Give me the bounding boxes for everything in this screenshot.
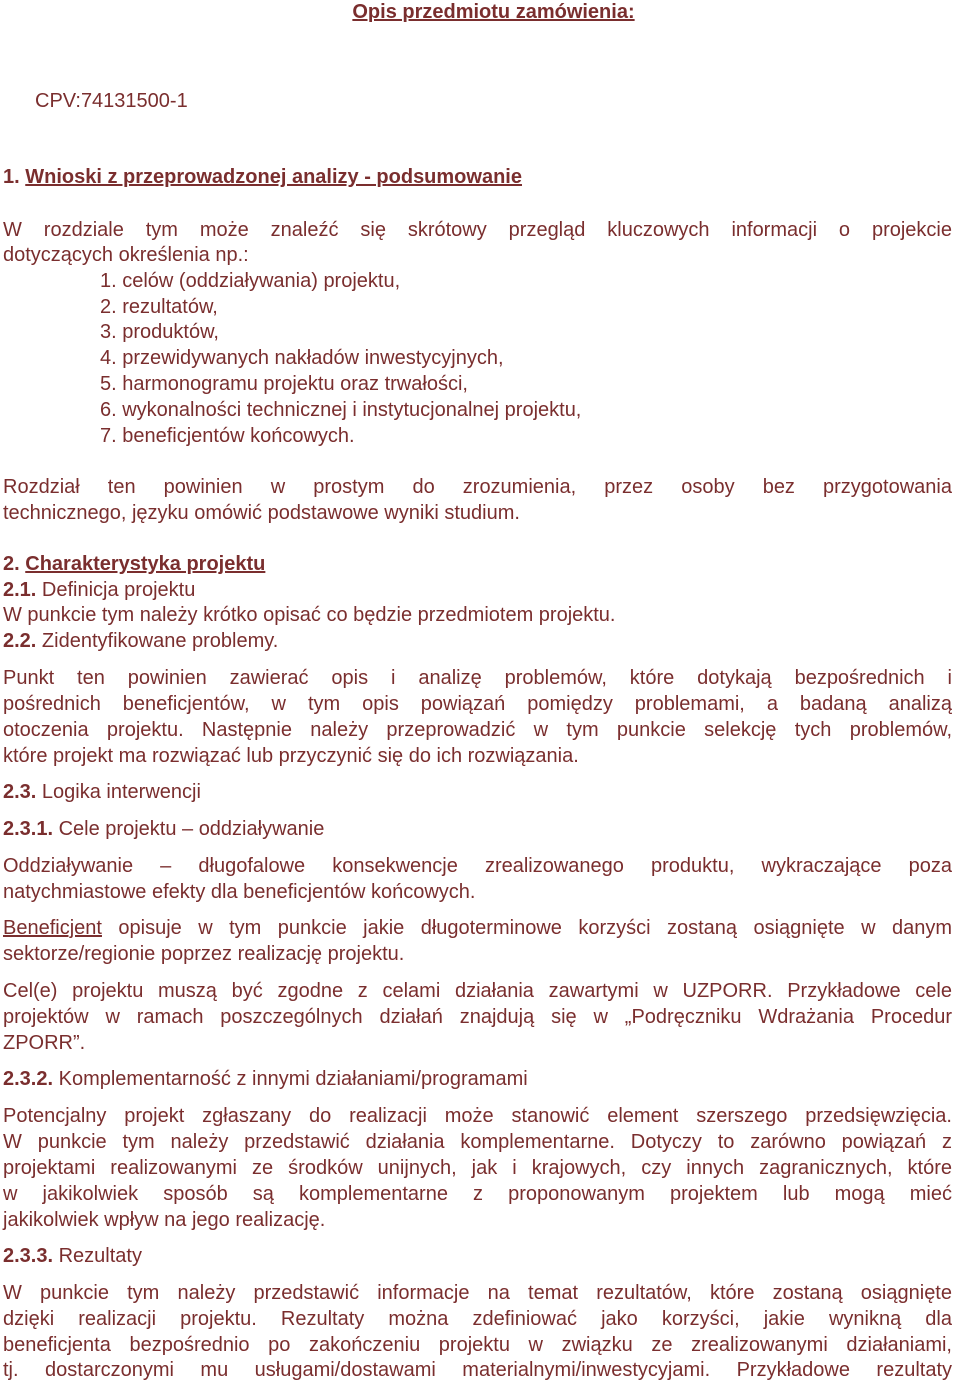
list-item: 3. produktów, — [100, 321, 219, 343]
section-1-number: 1. — [3, 166, 20, 188]
section-2-3-1-p2-line-1 — [3, 915, 952, 941]
list-item: 6. wykonalności technicznej i instytucjonalnej projektu, — [100, 399, 582, 421]
section-2-3-3-para-line-2: dzięki realizacji projektu. Rezultaty można zdefiniować jako korzyści, jakie wynikną dla — [3, 1308, 952, 1330]
section-2-heading — [3, 551, 952, 577]
section-2-title: Charakterystyka projektu — [25, 553, 266, 575]
section-2-number: 2. — [3, 553, 20, 575]
list-item: 7. beneficjentów końcowych. — [100, 425, 355, 447]
section-2-3-1-title: Cele projektu – oddziaływanie — [58, 818, 325, 840]
section-2-3-2-para-line-2: W punkcie tym należy przedstawić działania komplementarne. Dotyczy to zarówno powiązań z — [3, 1131, 952, 1153]
section-2-3-heading — [3, 779, 952, 805]
section-1-para-line-1: Rozdział ten powinien w prostym do zrozumienia, przez osoby bez przygotowania — [3, 476, 952, 498]
list-item: 2. rezultatów, — [100, 296, 218, 318]
cpv-code: CPV:74131500-1 — [35, 90, 188, 112]
section-2-2-number: 2.2. — [3, 630, 37, 652]
section-2-3-2-title: Komplementarność z innymi działaniami/programami — [58, 1068, 528, 1090]
section-2-3-1-p1-line-2: natychmiastowe efekty dla beneficjentów końcowych. — [3, 881, 476, 903]
list-item: 4. przewidywanych nakładów inwestycyjnych, — [100, 347, 504, 369]
section-1-intro-line-1: W rozdziale tym może znaleźć się skrótowy przegląd kluczowych informacji o projekcie — [3, 219, 952, 241]
section-2-2-para-line-3: otoczenia projektu. Następnie należy przeprowadzić w tym punkcie selekcję tych problemów, — [3, 719, 952, 741]
section-2-3-1-heading — [3, 816, 952, 842]
section-2-3-1-number: 2.3.1. — [3, 818, 54, 840]
section-1-title: Wnioski z przeprowadzonej analizy - podsumowanie — [25, 166, 522, 188]
section-2-1-heading — [3, 577, 952, 603]
section-2-3-1-p1-line-1: Oddziaływanie – długofalowe konsekwencje zrealizowanego produktu, wykraczające poza — [3, 855, 952, 877]
document-title: Opis przedmiotu zamówienia: — [352, 1, 635, 23]
section-2-3-1-p2-text: opisuje w tym punkcie jakie długoterminowe korzyści zostaną osiągnięte w danym — [118, 917, 952, 939]
section-2-2-heading — [3, 628, 952, 654]
list-item: 1. celów (oddziaływania) projektu, — [100, 270, 401, 292]
section-2-3-1-p3-line-1: Cel(e) projektu muszą być zgodne z celami działania zawartymi w UZPORR. Przykładowe cele — [3, 980, 952, 1002]
section-2-3-2-heading — [3, 1066, 952, 1092]
section-2-2-para-line-4: które projekt ma rozwiązać lub przyczynić się do ich rozwiązania. — [3, 745, 579, 767]
section-2-3-3-title: Rezultaty — [58, 1245, 142, 1267]
section-2-3-3-number: 2.3.3. — [3, 1245, 54, 1267]
section-2-1-number: 2.1. — [3, 579, 37, 601]
section-2-2-para-line-2: pośrednich beneficjentów, w tym opis powiązań pomiędzy problemami, a badaną analizą — [3, 693, 952, 715]
section-2-3-1-p2-line-2: sektorze/regionie poprzez realizację projektu. — [3, 943, 405, 965]
section-1-heading — [3, 164, 952, 190]
section-2-3-number: 2.3. — [3, 781, 37, 803]
section-1-intro-line-2: dotyczących określenia np.: — [3, 244, 249, 266]
section-2-3-1-p3-line-3: ZPORR”. — [3, 1032, 86, 1054]
section-2-1-title: Definicja projektu — [41, 579, 196, 601]
section-2-3-3-para-line-4: tj. dostarczonymi mu usługami/dostawami materialnymi/inwestycyjami. Przykładowe rezultaty — [3, 1359, 952, 1381]
section-2-3-2-para-line-5: jakikolwiek wpływ na jego realizację. — [3, 1209, 326, 1231]
section-2-3-2-para-line-1: Potencjalny projekt zgłaszany do realizacji może stanowić element szerszego przedsięwzięcia. — [3, 1105, 952, 1127]
section-2-3-3-para-line-3: beneficjenta bezpośrednio po zakończeniu projektu w związku ze zrealizowanymi działaniami, — [3, 1334, 952, 1356]
section-2-3-1-p3-line-2: projektów w ramach poszczególnych działań znajdują się w „Podręczniku Wdrażania Procedur — [3, 1006, 952, 1028]
section-2-3-2-para-line-4: w jakikolwiek sposób są komplementarne z proponowanym projektem lub mogą mieć — [3, 1183, 952, 1205]
section-2-3-3-heading — [3, 1243, 952, 1269]
section-2-3-title: Logika interwencji — [41, 781, 201, 803]
list-item: 5. harmonogramu projektu oraz trwałości, — [100, 373, 468, 395]
section-2-3-2-number: 2.3.2. — [3, 1068, 54, 1090]
section-2-2-para-line-1: Punkt ten powinien zawierać opis i analizę problemów, które dotykają bezpośrednich i — [3, 667, 952, 689]
section-2-1-text: W punkcie tym należy krótko opisać co będzie przedmiotem projektu. — [3, 604, 616, 626]
section-2-3-2-para-line-3: projektami realizowanymi ze środków unijnych, jak i krajowych, czy innych zagranicznych, które — [3, 1157, 952, 1179]
section-2-3-3-para-line-1: W punkcie tym należy przedstawić informacje na temat rezultatów, które zostaną osiągnięte — [3, 1282, 952, 1304]
section-1-para-line-2: technicznego, języku omówić podstawowe wyniki studium. — [3, 502, 520, 524]
beneficjent-term: Beneficjent — [3, 917, 102, 939]
section-2-2-title: Zidentyfikowane problemy. — [41, 630, 279, 652]
